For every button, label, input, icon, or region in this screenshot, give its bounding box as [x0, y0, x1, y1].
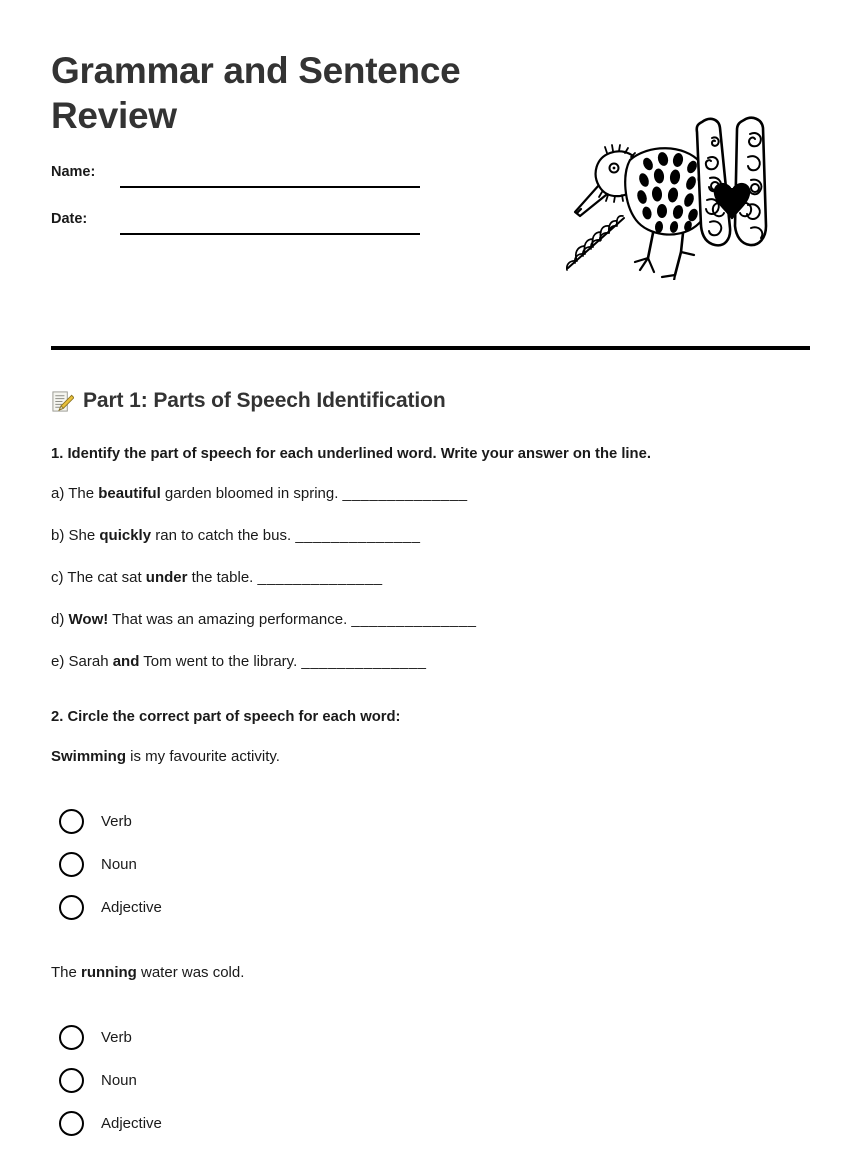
section-heading: [51, 389, 446, 413]
sentence-rest: is my favourite activity.: [126, 748, 280, 765]
item-text-before: The: [68, 485, 99, 502]
option-label: Adjective: [101, 1115, 162, 1132]
radio-circle-icon[interactable]: [59, 1068, 84, 1093]
answer-blank[interactable]: ______________: [342, 485, 468, 502]
date-write-line[interactable]: [120, 233, 420, 235]
sentence-lead: The: [51, 964, 82, 981]
option-verb[interactable]: [51, 800, 813, 843]
option-adjective[interactable]: [51, 1102, 813, 1145]
item-text-after: Tom went to the library.: [139, 653, 302, 670]
memo-icon: [51, 390, 74, 413]
option-adjective[interactable]: [51, 886, 813, 929]
maori-carving-icon: [697, 118, 766, 246]
sentence-bold-word: Swimming: [51, 748, 127, 765]
option-label: Noun: [101, 856, 137, 873]
spacer: [51, 694, 813, 707]
item-bold-word: under: [145, 569, 188, 586]
item-marker: c): [51, 569, 64, 586]
question-1-item-a: [51, 484, 813, 504]
item-marker: a): [51, 485, 65, 502]
question-1-item-e: [51, 652, 813, 672]
item-bold-word: Wow!: [68, 611, 109, 628]
option-verb[interactable]: [51, 1016, 813, 1059]
answer-blank[interactable]: ______________: [295, 527, 421, 544]
question-2-sentence-2: [51, 963, 813, 983]
question-1-item-c: [51, 568, 813, 588]
question-2-options-group-1: [51, 800, 813, 929]
option-label: Noun: [101, 1072, 137, 1089]
option-label: Verb: [101, 1029, 132, 1046]
radio-circle-icon[interactable]: [59, 895, 84, 920]
question-1-prompt: 1. Identify the part of speech for each underlined word. Write your answer on the line.: [51, 446, 651, 462]
page-title: Grammar and Sentence Review: [51, 50, 461, 136]
radio-circle-icon[interactable]: [59, 809, 84, 834]
option-noun[interactable]: [51, 843, 813, 886]
question-1-item-d: [51, 610, 813, 630]
spacer: [51, 929, 813, 963]
question-1-item-b: [51, 526, 813, 546]
radio-circle-icon[interactable]: [59, 852, 84, 877]
silver-fern-icon: [567, 216, 624, 270]
kiwi-legs-icon: [635, 233, 694, 280]
answer-blank[interactable]: ______________: [257, 569, 383, 586]
item-text-after: ran to catch the bus.: [151, 527, 296, 544]
item-bold-word: beautiful: [98, 485, 161, 502]
radio-circle-icon[interactable]: [59, 1111, 84, 1136]
name-label: Name:: [51, 164, 96, 180]
item-text-before: She: [68, 527, 100, 544]
item-text-after: garden bloomed in spring.: [160, 485, 343, 502]
sentence-bold-word: running: [81, 964, 137, 981]
date-label: Date:: [51, 211, 88, 227]
radio-circle-icon[interactable]: [59, 1025, 84, 1050]
question-2-options-group-2: [51, 1016, 813, 1145]
item-text-after: That was an amazing performance.: [108, 611, 352, 628]
option-label: Adjective: [101, 899, 162, 916]
question-2-prompt: 2. Circle the correct part of speech for each word:: [51, 709, 401, 725]
question-2-sentence-1: [51, 747, 813, 767]
answer-blank[interactable]: ______________: [301, 653, 427, 670]
item-bold-word: and: [112, 653, 140, 670]
item-text-before: Sarah: [68, 653, 113, 670]
item-marker: d): [51, 611, 65, 628]
option-label: Verb: [101, 813, 132, 830]
worksheet-header: [51, 48, 531, 138]
section-title: Part 1: Parts of Speech Identification: [83, 389, 446, 412]
section-divider: [51, 346, 810, 350]
item-text-after: the table.: [187, 569, 258, 586]
answer-blank[interactable]: ______________: [351, 611, 477, 628]
item-marker: e): [51, 653, 65, 670]
option-noun[interactable]: [51, 1059, 813, 1102]
sentence-rest: water was cold.: [136, 964, 245, 981]
item-text-before: The cat sat: [67, 569, 146, 586]
name-write-line[interactable]: [120, 186, 420, 188]
item-marker: b): [51, 527, 65, 544]
item-bold-word: quickly: [99, 527, 152, 544]
worksheet-content: [51, 444, 813, 1145]
kiwi-bird-illustration: [552, 100, 792, 280]
